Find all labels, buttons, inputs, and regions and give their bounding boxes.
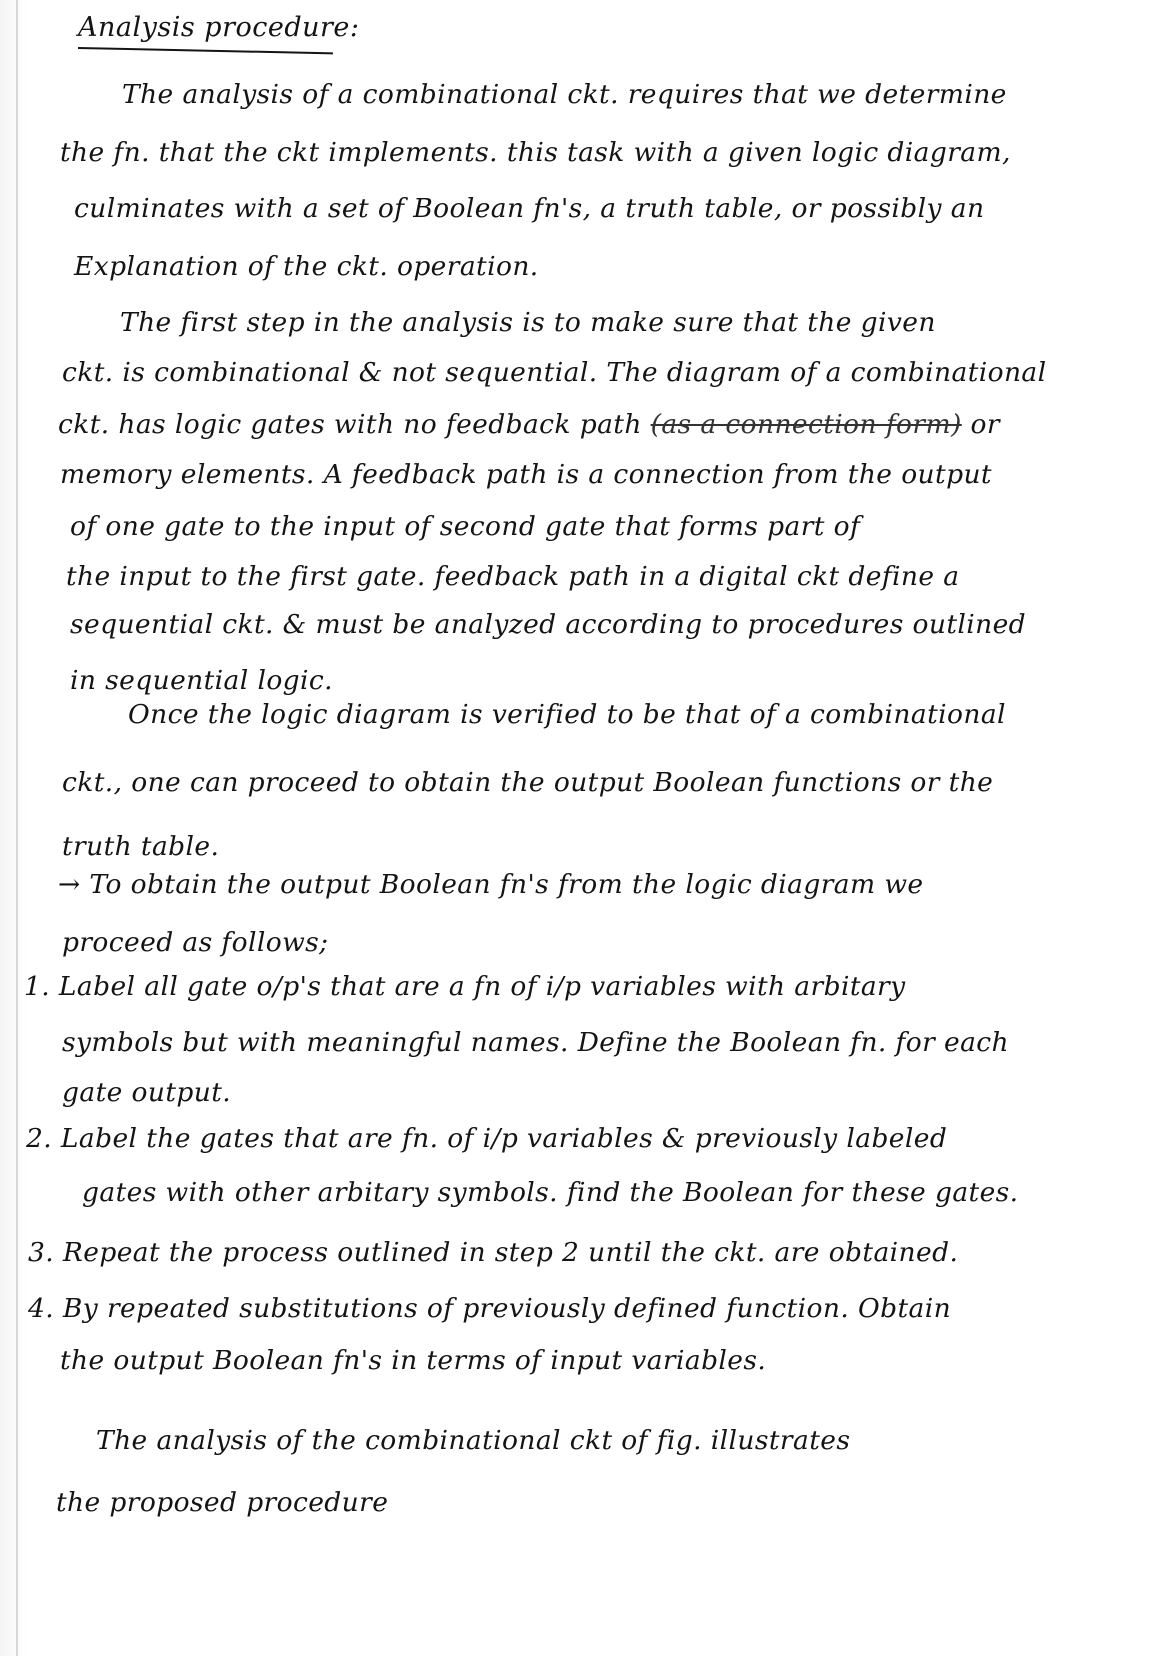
text-line: The first step in the analysis is to make sure that the given: [120, 307, 936, 338]
struck-out-text: (as a connection form): [650, 409, 962, 440]
text-line: → To obtain the output Boolean fn's from the logic diagram we: [58, 869, 924, 900]
text-segment: ckt. has logic gates with no feedback path: [58, 409, 642, 440]
text-line: the proposed procedure: [56, 1487, 389, 1518]
page-heading: [78, 12, 360, 43]
text-line: culminates with a set of Boolean fn's, a truth table, or possibly an: [74, 193, 985, 224]
list-item-4: 4. By repeated substitutions of previously defined function. Obtain: [28, 1293, 952, 1324]
text-line-with-strike: [58, 409, 1000, 440]
text-line: Explanation of the ckt. operation.: [74, 251, 539, 282]
heading-text: Analysis procedure:: [78, 12, 360, 43]
text-line: gate output.: [62, 1077, 232, 1108]
text-line: the input to the first gate. feedback path in a digital ckt define a: [66, 561, 960, 592]
text-line: ckt., one can proceed to obtain the output Boolean functions or the: [62, 767, 994, 798]
list-item-3: 3. Repeat the process outlined in step 2 until the ckt. are obtained.: [28, 1237, 959, 1268]
text-line: symbols but with meaningful names. Define the Boolean fn. for each: [62, 1027, 1010, 1058]
text-line: The analysis of the combinational ckt of fig. illustrates: [96, 1425, 851, 1456]
text-line: ckt. is combinational & not sequential. The diagram of a combinational: [62, 357, 1047, 388]
text-line: the output Boolean fn's in terms of input variables.: [60, 1345, 767, 1376]
text-line: proceed as follows;: [62, 927, 329, 958]
text-line: Once the logic diagram is verified to be that of a combinational: [128, 699, 1006, 730]
heading-underline: [78, 47, 333, 54]
list-item-2: 2. Label the gates that are fn. of i/p variables & previously labeled: [26, 1123, 948, 1154]
text-line: the fn. that the ckt implements. this task with a given logic diagram,: [60, 137, 1011, 168]
text-line: of one gate to the input of second gate that forms part of: [70, 511, 861, 542]
text-segment: or: [970, 409, 1000, 440]
text-line: sequential ckt. & must be analyzed according to procedures outlined: [70, 609, 1027, 640]
text-line: The analysis of a combinational ckt. requires that we determine: [122, 79, 1007, 110]
text-line: truth table.: [62, 831, 220, 862]
list-item-1: 1. Label all gate o/p's that are a fn of i/p variables with arbitary: [24, 971, 906, 1002]
text-line: gates with other arbitary symbols. find the Boolean for these gates.: [82, 1177, 1019, 1208]
text-line: memory elements. A feedback path is a connection from the output: [60, 459, 992, 490]
page-margin-line: [16, 0, 18, 1656]
text-line: in sequential logic.: [70, 665, 333, 696]
